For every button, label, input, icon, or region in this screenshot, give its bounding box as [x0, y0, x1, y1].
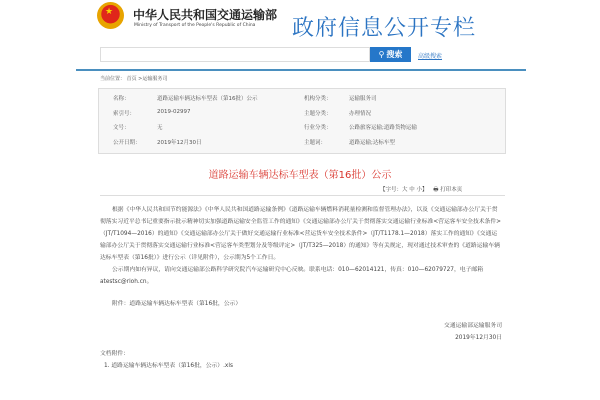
info-box [98, 88, 506, 154]
breadcrumb: 当前位置： 首页 >运输服务司 [100, 76, 168, 82]
tools-bar [380, 185, 462, 195]
document-body [100, 204, 502, 372]
search-icon: ⚲ [378, 50, 385, 59]
info-value: 运输服务司 [349, 96, 377, 102]
divider [100, 195, 505, 196]
info-label: 名称： [113, 96, 130, 102]
attachment-link[interactable]: 1. 道路运输车辆达标车型表（第16批，公示）.xls [104, 363, 233, 369]
info-label: 文号： [113, 125, 130, 131]
search-button-label: 搜索 [386, 50, 403, 59]
print-link[interactable]: 打印本页 [440, 187, 463, 193]
info-label: 主题分类： [304, 110, 332, 117]
search-input[interactable] [100, 47, 370, 62]
info-value: 道路运输;达标车型 [349, 139, 395, 146]
column-title: 政府信息公开专栏 [292, 16, 477, 41]
signature: 交通运输部运输服务司 [444, 323, 502, 329]
body-paragraph-1: 根据《中华人民共和国节约能源法》《中华人民共和国道路运输条例》《道路运输车辆燃料消耗量检测和监督管理办法》，以及《交通运输部办公厅关于贯彻落实习近平总书记重要指示批示精神切实加强道路运输安全监管工作的通知》《交通运输部办公厅关于贯彻落实交通运输行业标准<营运客车安全技术条件>（JT/T1094—2016）的通知》《交通运输部办公厅关于做好交通运输行业标准<营运货车安全技术条件>（JT/T1178.1—2018）落实工作的通知》《交通运输部办公厅关于贯彻落实交通运输行业标准<营运客车类型划分及等级评定>（JT/T325—2018）的通知》等有关规定，现对通过技术审查的《道路运输车辆达标车型表（第16批）》进行公示（详见附件），公示期为5个工作日。 [100, 207, 502, 261]
header-divider [76, 69, 526, 71]
ministry-name-en: Ministry of Transport of the People's Republic of China [134, 23, 256, 28]
info-value: 2019-02997 [157, 108, 191, 115]
print-icon: 🖶 [433, 187, 439, 193]
document-title: 道路运输车辆达标车型表（第16批）公示 [208, 170, 392, 181]
info-label: 行业分类： [304, 125, 332, 131]
body-paragraph-2: 公示期内如有异议，请向交通运输部公路科学研究院汽车运输研究中心反映。联系电话：010—62014121，传真：010—62079727，电子邮箱 atestsc@rioh.cn。 [100, 267, 483, 285]
info-label: 主题词： [304, 139, 327, 146]
national-emblem-logo: ★ [97, 2, 124, 29]
info-label: 机构分类： [304, 96, 332, 102]
info-label: 公开日期： [113, 139, 141, 146]
search-button[interactable] [370, 47, 411, 62]
info-value: 公路旅客运输;道路货物运输 [349, 125, 417, 131]
advanced-search-link[interactable]: 高级搜索 [418, 53, 443, 60]
info-value: 无 [157, 125, 163, 131]
attachments-label: 文档附件： [100, 351, 129, 357]
attachment-note: 附件：道路运输车辆达标车型表（第16批，公示） [112, 301, 242, 307]
ministry-name-cn: 中华人民共和国交通运输部 [133, 8, 278, 22]
info-value: 办理情况 [349, 110, 372, 117]
info-value: 2019年12月30日 [157, 139, 202, 146]
font-size-selector[interactable]: 【字号：大 中 小】 [380, 187, 428, 193]
info-value: 道路运输车辆达标车型表（第16批）公示 [157, 96, 258, 102]
signature-date: 2019年12月30日 [455, 335, 502, 341]
info-label: 索引号： [113, 110, 136, 117]
